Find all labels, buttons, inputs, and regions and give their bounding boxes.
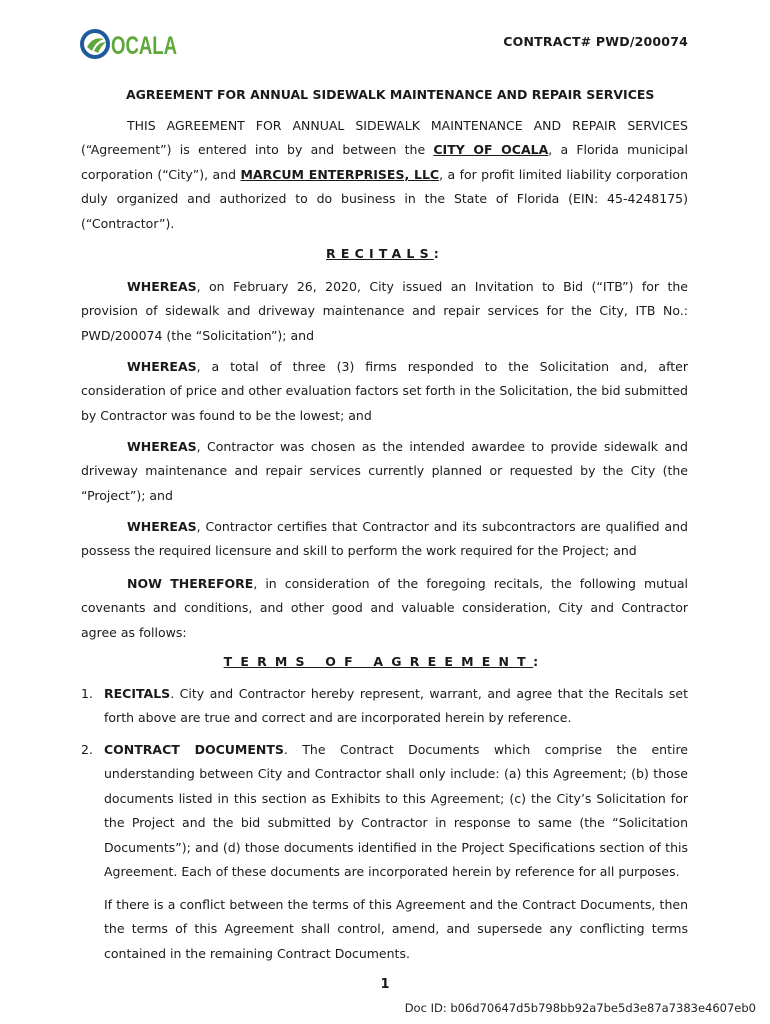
term-body <box>104 738 688 884</box>
recital-2 <box>81 355 688 428</box>
term-text-continued: If there is a conflict between the terms of this Agreement and the Contract Documents, then the terms of this Agreement shall control, amend, and supersede any conflicting terms contained in the remaining Contract Documents. <box>104 897 688 961</box>
intro-text-1: THIS AGREEMENT FOR ANNUAL SIDEWALK MAINTENANCE AND REPAIR SERVICES (“Agreement”) is entered into by and between the <box>81 118 688 158</box>
recital-text: , Contractor certifies that Contractor and its subcontractors are qualified and possess the required licensure and skill to perform the work required for the Project; and <box>81 519 688 559</box>
recital-lead: WHEREAS <box>127 279 197 294</box>
ocala-logo-icon <box>80 27 180 61</box>
term-text: . The Contract Documents which comprise the entire understanding between City and Contractor shall only include: (a) this Agreement; (b) those documents listed in this section as Exhibits to this Agreement; (c) the City’s Solicitation for the Project and the bid submitted by Contractor in response to same (the “Solicitation Documents”); and (d) those documents identified in the Project Specifications section of this Agreement. Each of these documents are incorporated herein by reference for all purposes. <box>104 742 689 880</box>
term-number: 1. <box>81 686 93 701</box>
term-text: . City and Contractor hereby represent, warrant, and agree that the Recitals set forth above are true and correct and are incorporated herein by reference. <box>104 686 688 726</box>
doc-id: Doc ID: b06d70647d5b798bb92a7be5d3e87a7383e4607eb0 <box>404 1001 756 1015</box>
terms-heading-text: TERMS OF AGREEMENT <box>223 654 534 669</box>
terms-heading <box>0 654 770 669</box>
term-lead: RECITALS <box>104 686 171 701</box>
contract-number: CONTRACT# PWD/200074 <box>503 34 688 49</box>
recital-text: , a total of three (3) firms responded to the Solicitation and, after consideration of price and other evaluation factors set forth in the Solicitation, the bid submitted by Contractor was found to be the lowest; and <box>81 359 688 423</box>
recitals-heading-colon: : <box>433 246 444 261</box>
recital-3 <box>81 435 688 508</box>
page-number: 1 <box>380 977 390 992</box>
ocala-logo <box>80 27 180 61</box>
recital-text: , Contractor was chosen as the intended awardee to provide sidewalk and driveway maintenance and repair services currently planned or requested by the City (the “Project”); and <box>81 439 688 503</box>
logo-text: OCALA <box>111 32 177 60</box>
city-name: CITY OF OCALA <box>433 142 549 158</box>
term-lead: CONTRACT DOCUMENTS <box>104 742 284 757</box>
recital-now-therefore <box>81 572 688 645</box>
recitals-heading <box>0 246 770 261</box>
terms-heading-colon: : <box>533 654 547 669</box>
term-2 <box>81 738 688 884</box>
intro-paragraph <box>81 114 688 236</box>
recital-lead: WHEREAS <box>127 519 197 534</box>
intro-text-2: , a Florida municipal corporation (“City”), and <box>81 142 689 182</box>
recital-lead: WHEREAS <box>127 359 197 374</box>
document-title: AGREEMENT FOR ANNUAL SIDEWALK MAINTENANCE AND REPAIR SERVICES <box>126 87 655 102</box>
recitals-heading-text: RECITALS <box>326 246 434 261</box>
recital-4 <box>81 515 688 564</box>
term-2-continued <box>81 893 688 966</box>
contractor-name: MARCUM ENTERPRISES, LLC <box>240 166 440 182</box>
term-1 <box>81 682 688 731</box>
recital-text: , on February 26, 2020, City issued an Invitation to Bid (“ITB”) for the provision of sidewalk and driveway maintenance and repair services for the City, ITB No.: PWD/200074 (the “Solicitation”); and <box>81 279 688 343</box>
term-body <box>104 682 688 731</box>
term-number: 2. <box>81 742 93 757</box>
recital-text: , in consideration of the foregoing recitals, the following mutual covenants and conditions, and other good and valuable consideration, City and Contractor agree as follows: <box>81 576 689 640</box>
intro-text-3: , a for profit limited liability corporation duly organized and authorized to do business in the State of Florida (EIN: 45-4248175) (“Contractor”). <box>81 166 689 231</box>
recital-lead: NOW THEREFORE <box>127 576 254 591</box>
recital-1 <box>81 275 688 348</box>
recital-lead: WHEREAS <box>127 439 197 454</box>
